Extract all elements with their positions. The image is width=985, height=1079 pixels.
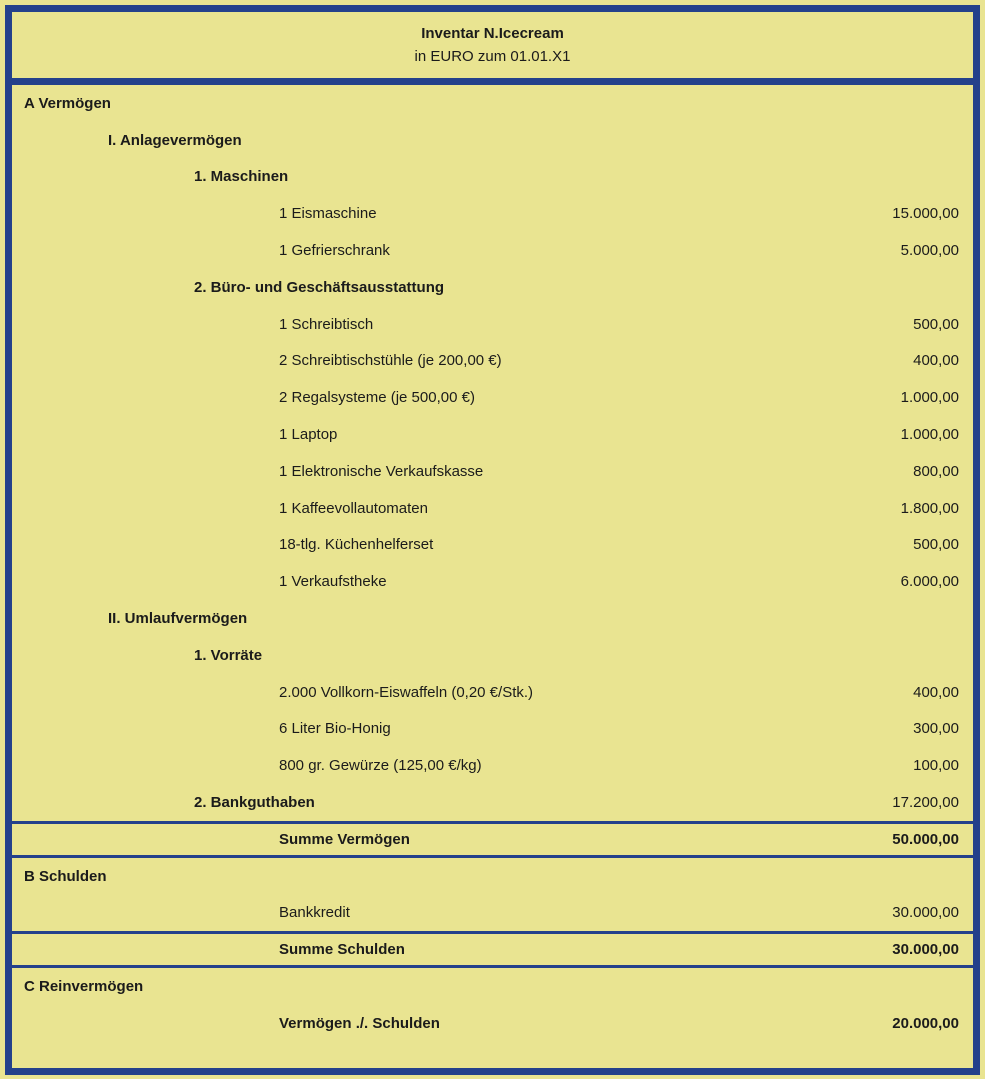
row-value: 17.200,00 — [892, 794, 959, 812]
sheet-header — [12, 12, 973, 85]
row-label: 1 Gefrierschrank — [279, 242, 390, 260]
table-row — [12, 416, 973, 453]
table-row — [12, 1005, 973, 1042]
row-label: 2 Schreibtischstühle (je 200,00 €) — [279, 352, 502, 370]
inventory-rows — [12, 85, 973, 1042]
row-label: 2.000 Vollkorn-Eiswaffeln (0,20 €/Stk.) — [279, 683, 534, 701]
table-row — [12, 711, 973, 748]
table-row — [12, 674, 973, 711]
table-row — [12, 527, 973, 564]
row-value: 800,00 — [913, 462, 959, 480]
row-label: 18-tlg. Küchenhelferset — [279, 536, 434, 554]
row-label: B Schulden — [24, 867, 107, 885]
table-row — [12, 306, 973, 343]
table-row — [12, 563, 973, 600]
row-label: I. Anlagevermögen — [108, 131, 242, 149]
row-value: 30.000,00 — [892, 904, 959, 922]
table-row — [12, 931, 973, 968]
row-label: 1 Schreibtisch — [279, 315, 374, 333]
row-label: 1. Vorräte — [194, 646, 263, 664]
row-label: II. Umlaufvermögen — [108, 610, 248, 628]
row-label: Summe Vermögen — [279, 830, 410, 848]
row-label: 1 Elektronische Verkaufskasse — [279, 462, 484, 480]
table-row — [12, 122, 973, 159]
row-value: 300,00 — [913, 720, 959, 738]
row-value: 500,00 — [913, 536, 959, 554]
row-label: C Reinvermögen — [24, 978, 144, 996]
row-label: 1 Kaffeevollautomaten — [279, 499, 428, 517]
table-row — [12, 747, 973, 784]
inventory-sheet — [5, 5, 980, 1075]
row-label: 800 gr. Gewürze (125,00 €/kg) — [279, 757, 482, 775]
row-label: Bankkredit — [279, 904, 350, 922]
table-row — [12, 858, 973, 895]
table-row — [12, 784, 973, 821]
row-value: 1.000,00 — [900, 426, 959, 444]
row-value: 400,00 — [913, 352, 959, 370]
row-value: 6.000,00 — [900, 573, 959, 591]
table-row — [12, 379, 973, 416]
sheet-title: Inventar N.Icecream — [421, 25, 564, 42]
table-row — [12, 195, 973, 232]
row-label: 2. Büro- und Geschäftsausstattung — [194, 278, 445, 296]
row-value: 5.000,00 — [900, 242, 959, 260]
table-row — [12, 637, 973, 674]
table-row — [12, 453, 973, 490]
table-row — [12, 821, 973, 858]
row-label: 2. Bankguthaben — [194, 794, 315, 812]
row-value: 15.000,00 — [892, 205, 959, 223]
table-row — [12, 232, 973, 269]
row-label: 1. Maschinen — [194, 168, 289, 186]
row-label: 1 Eismaschine — [279, 205, 377, 223]
table-row — [12, 269, 973, 306]
row-label: Vermögen ./. Schulden — [279, 1014, 440, 1032]
row-label: Summe Schulden — [279, 941, 405, 959]
row-value: 400,00 — [913, 683, 959, 701]
row-value: 100,00 — [913, 757, 959, 775]
row-value: 20.000,00 — [892, 1014, 959, 1032]
row-label: A Vermögen — [24, 94, 111, 112]
row-label: 6 Liter Bio-Honig — [279, 720, 391, 738]
table-row — [12, 159, 973, 196]
row-label: 1 Laptop — [279, 426, 338, 444]
table-row — [12, 600, 973, 637]
table-row — [12, 343, 973, 380]
table-row — [12, 85, 973, 122]
row-label: 1 Verkaufstheke — [279, 573, 387, 591]
row-value: 500,00 — [913, 315, 959, 333]
row-value: 1.800,00 — [900, 499, 959, 517]
row-value: 50.000,00 — [892, 830, 959, 848]
row-label: 2 Regalsysteme (je 500,00 €) — [279, 389, 475, 407]
table-row — [12, 968, 973, 1005]
table-row — [12, 895, 973, 932]
row-value: 1.000,00 — [900, 389, 959, 407]
sheet-subtitle: in EURO zum 01.01.X1 — [414, 48, 571, 65]
row-value: 30.000,00 — [892, 941, 959, 959]
table-row — [12, 490, 973, 527]
